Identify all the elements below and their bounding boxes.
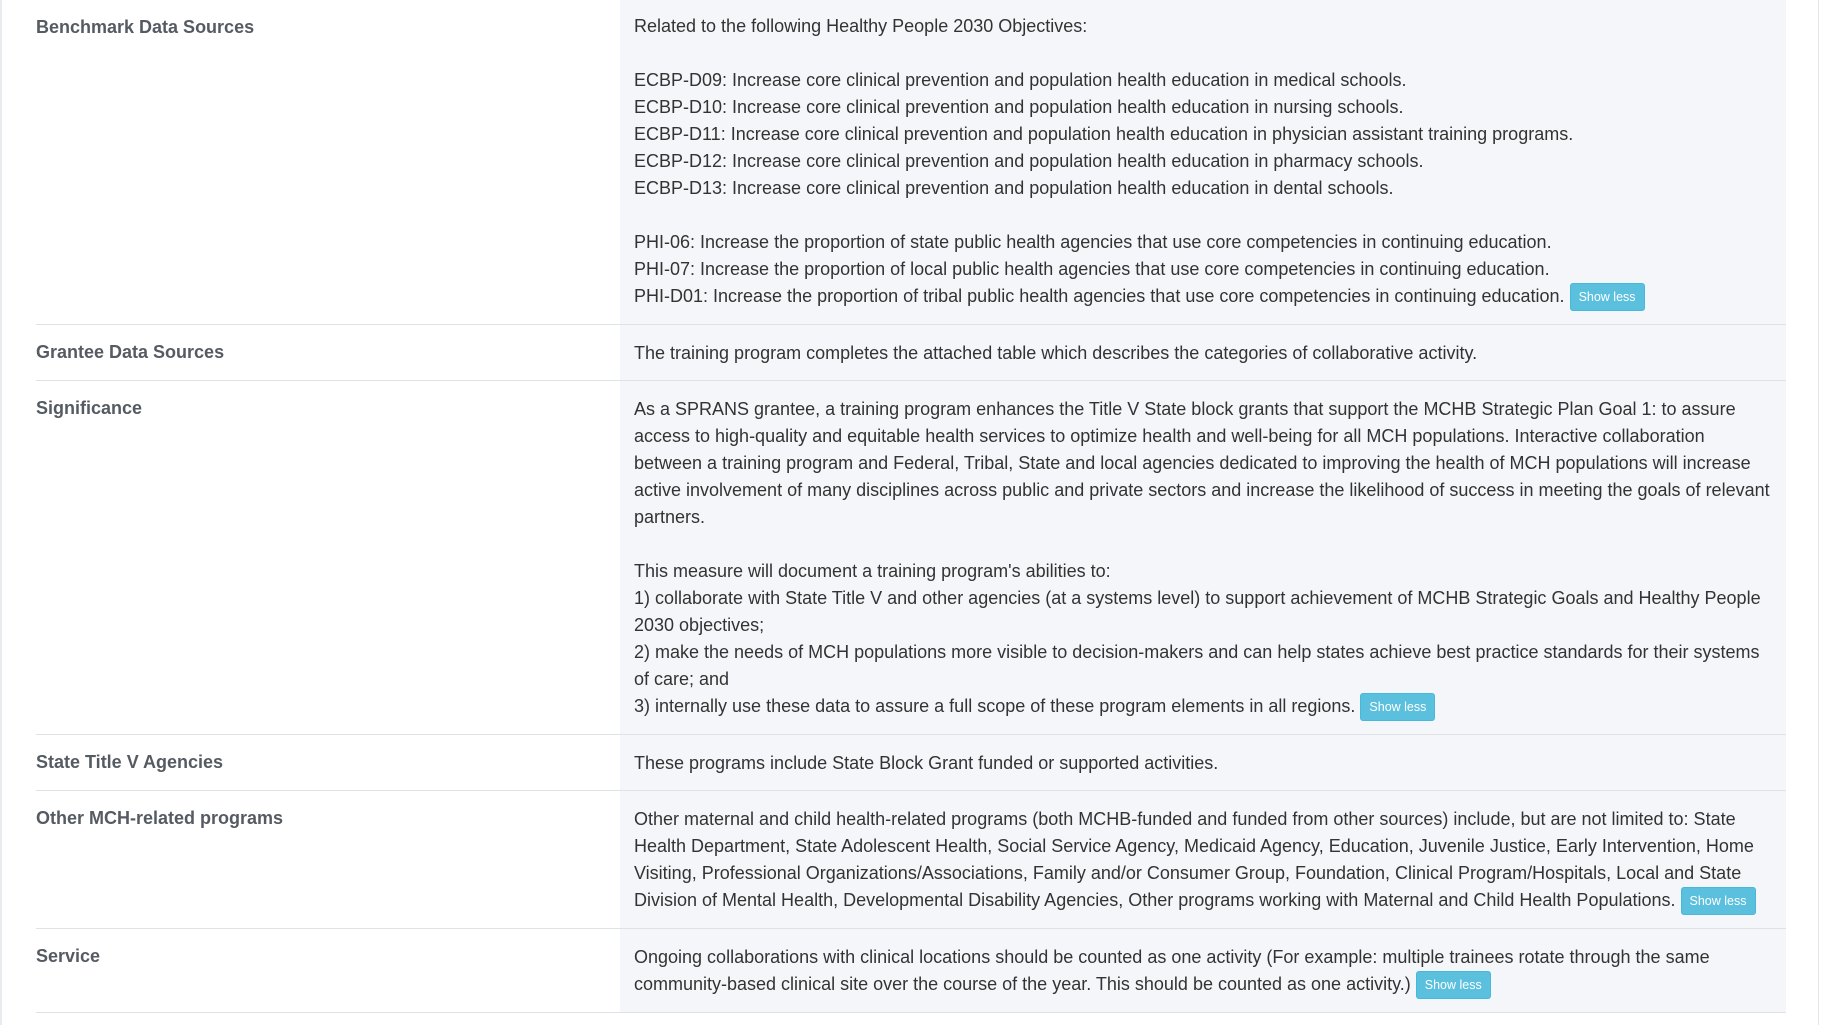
objective-ecbp-d13: ECBP-D13: Increase core clinical prevention and population health education in dental schools. [634, 178, 1394, 198]
service-line [634, 944, 1772, 999]
row-value-grantee [620, 325, 1786, 380]
other-mch-text: Other maternal and child health-related programs (both MCHB-funded and funded from other sources) include, but are not limited to: State Health Department, State Adolescent Health, Social Service Agency, Medicaid Agency, Education, Juvenile Justice, Early Intervention, Home Visiting, Professional Organizations/Associations, Family and/or Consumer Group, Foundation, Clinical Program/Hospitals, Local and State Division of Mental Health, Developmental Disability Agencies, Other programs working with Maternal and Child Health Populations. [634, 809, 1754, 910]
table-row-service [36, 929, 1786, 1013]
significance-item-2: 2) make the needs of MCH populations more visible to decision-makers and can help states achieve best practice standards for their systems of care; and [634, 642, 1760, 689]
significance-item-3-line [634, 693, 1772, 721]
objective-ecbp-d10: ECBP-D10: Increase core clinical prevention and population health education in nursing schools. [634, 97, 1404, 117]
table-row-state-title-v [36, 735, 1786, 791]
row-label-service: Service [36, 929, 620, 1012]
row-value-significance [620, 381, 1786, 734]
significance-paragraph: As a SPRANS grantee, a training program enhances the Title V State block grants that support the MCHB Strategic Plan Goal 1: to assure access to high-quality and equitable health services to optimize health and well-being for all MCH populations. Interactive collaboration between a training program and Federal, Tribal, State and local agencies dedicated to improving the health of MCH populations will increase active involvement of many disciplines across public and private sectors and increase the likelihood of success in meeting the goals of relevant partners. [634, 399, 1770, 527]
table-row-grantee [36, 325, 1786, 381]
state-title-v-text: These programs include State Block Grant funded or supported activities. [634, 753, 1219, 773]
objective-ecbp-d12: ECBP-D12: Increase core clinical prevention and population health education in pharmacy schools. [634, 151, 1424, 171]
benchmark-intro: Related to the following Healthy People 2030 Objectives: [634, 16, 1088, 36]
significance-item-3: 3) internally use these data to assure a full scope of these program elements in all regions. [634, 696, 1356, 716]
row-label-other-mch: Other MCH-related programs [36, 791, 620, 928]
significance-item-1: 1) collaborate with State Title V and other agencies (at a systems level) to support achievement of MCHB Strategic Goals and Healthy People 2030 objectives; [634, 588, 1761, 635]
row-value-service [620, 929, 1786, 1012]
left-edge-divider [0, 0, 2, 1025]
significance-measure-intro: This measure will document a training program's abilities to: [634, 561, 1111, 581]
page-scrollbar-track[interactable] [1818, 0, 1838, 1025]
definitions-table [36, 0, 1786, 1013]
objective-phi-d01-line [634, 283, 1772, 311]
table-row-other-mch [36, 791, 1786, 929]
spacer [634, 531, 1772, 558]
grantee-text: The training program completes the attached table which describes the categories of collaborative activity. [634, 343, 1478, 363]
row-label-state-title-v: State Title V Agencies [36, 735, 620, 790]
service-text: Ongoing collaborations with clinical locations should be counted as one activity (For example: multiple trainees rotate through the same community-based clinical site over the course of the year. This should be counted as one activity.) [634, 947, 1710, 994]
table-row-significance [36, 381, 1786, 735]
show-less-button[interactable]: Show less [1360, 693, 1435, 721]
objective-ecbp-d09: ECBP-D09: Increase core clinical prevention and population health education in medical schools. [634, 70, 1407, 90]
row-label-significance: Significance [36, 381, 620, 734]
show-less-button[interactable]: Show less [1570, 283, 1645, 311]
table-row-benchmark [36, 0, 1786, 325]
show-less-button[interactable]: Show less [1416, 971, 1491, 999]
objective-phi-07: PHI-07: Increase the proportion of local public health agencies that use core competencies in continuing education. [634, 259, 1550, 279]
spacer [634, 40, 1772, 67]
row-value-other-mch [620, 791, 1786, 928]
row-value-benchmark [620, 0, 1786, 324]
row-value-state-title-v [620, 735, 1786, 790]
row-label-grantee: Grantee Data Sources [36, 325, 620, 380]
row-label-benchmark: Benchmark Data Sources [36, 0, 620, 324]
objective-ecbp-d11: ECBP-D11: Increase core clinical prevention and population health education in physician assistant training programs. [634, 124, 1574, 144]
objective-phi-06: PHI-06: Increase the proportion of state public health agencies that use core competencies in continuing education. [634, 232, 1552, 252]
objective-phi-d01: PHI-D01: Increase the proportion of tribal public health agencies that use core competencies in continuing education. [634, 286, 1565, 306]
other-mch-line [634, 806, 1772, 915]
spacer [634, 202, 1772, 229]
show-less-button[interactable]: Show less [1681, 887, 1756, 915]
